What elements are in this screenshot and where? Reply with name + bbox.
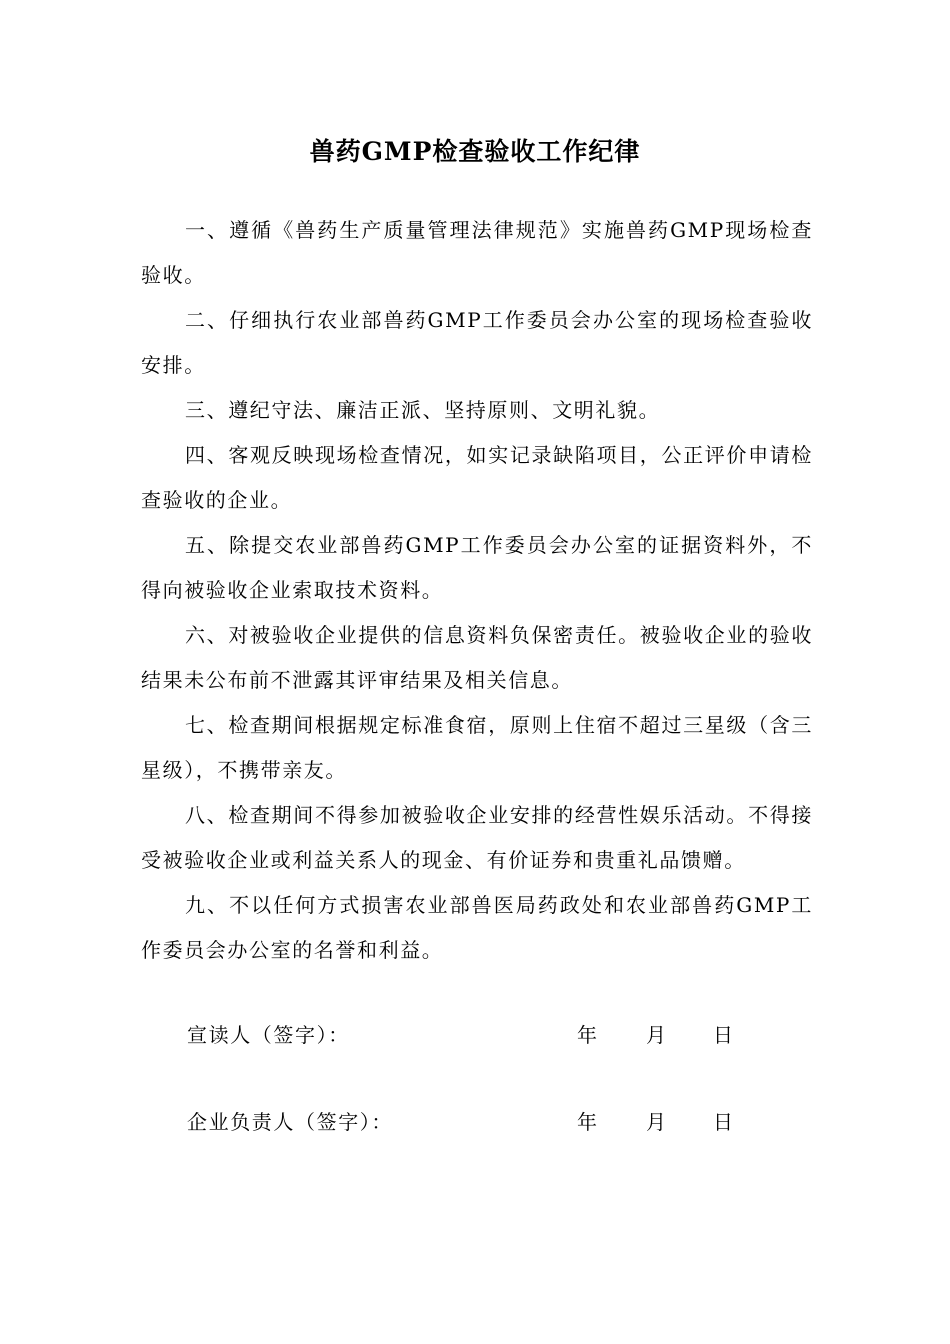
rule-paragraph-6: 六、对被验收企业提供的信息资料负保密责任。被验收企业的验收结果未公布前不泄露其评审结果及相关信息。 [141, 623, 813, 692]
company-head-date-year: 年 [577, 1110, 599, 1134]
rule-paragraph-3: 三、遵纪守法、廉洁正派、坚持原则、文明礼貌。 [185, 398, 661, 422]
company-head-signature-label: 企业负责人（签字）： [187, 1110, 393, 1134]
reader-signature-label: 宣读人（签字）： [187, 1023, 350, 1047]
reader-date-year: 年 [577, 1023, 599, 1047]
document-body [141, 208, 813, 973]
rule-paragraph-8: 八、检查期间不得参加被验收企业安排的经营性娱乐活动。不得接受被验收企业或利益关系人的现金、有价证券和贵重礼品馈赠。 [141, 803, 813, 872]
document-title: 兽药GMP检查验收工作纪律 [309, 137, 641, 166]
rule-paragraph-5: 五、除提交农业部兽药GMP工作委员会办公室的证据资料外，不得向被验收企业索取技术资料。 [141, 533, 813, 602]
company-head-signature-line [187, 1106, 747, 1136]
reader-date-month: 月 [646, 1023, 668, 1047]
reader-date-day: 日 [713, 1023, 735, 1047]
rule-paragraph-1: 一、遵循《兽药生产质量管理法律规范》实施兽药GMP现场检查验收。 [141, 218, 813, 287]
rule-paragraph-2: 二、仔细执行农业部兽药GMP工作委员会办公室的现场检查验收安排。 [141, 308, 813, 377]
reader-signature-line [187, 1019, 747, 1049]
company-head-date-month: 月 [646, 1110, 668, 1134]
company-head-date-day: 日 [713, 1110, 735, 1134]
rule-paragraph-9: 九、不以任何方式损害农业部兽医局药政处和农业部兽药GMP工作委员会办公室的名誉和利益。 [141, 893, 813, 962]
rule-paragraph-4: 四、客观反映现场检查情况，如实记录缺陷项目，公正评价申请检查验收的企业。 [141, 443, 813, 512]
rule-paragraph-7: 七、检查期间根据规定标准食宿，原则上住宿不超过三星级（含三星级），不携带亲友。 [141, 713, 813, 782]
